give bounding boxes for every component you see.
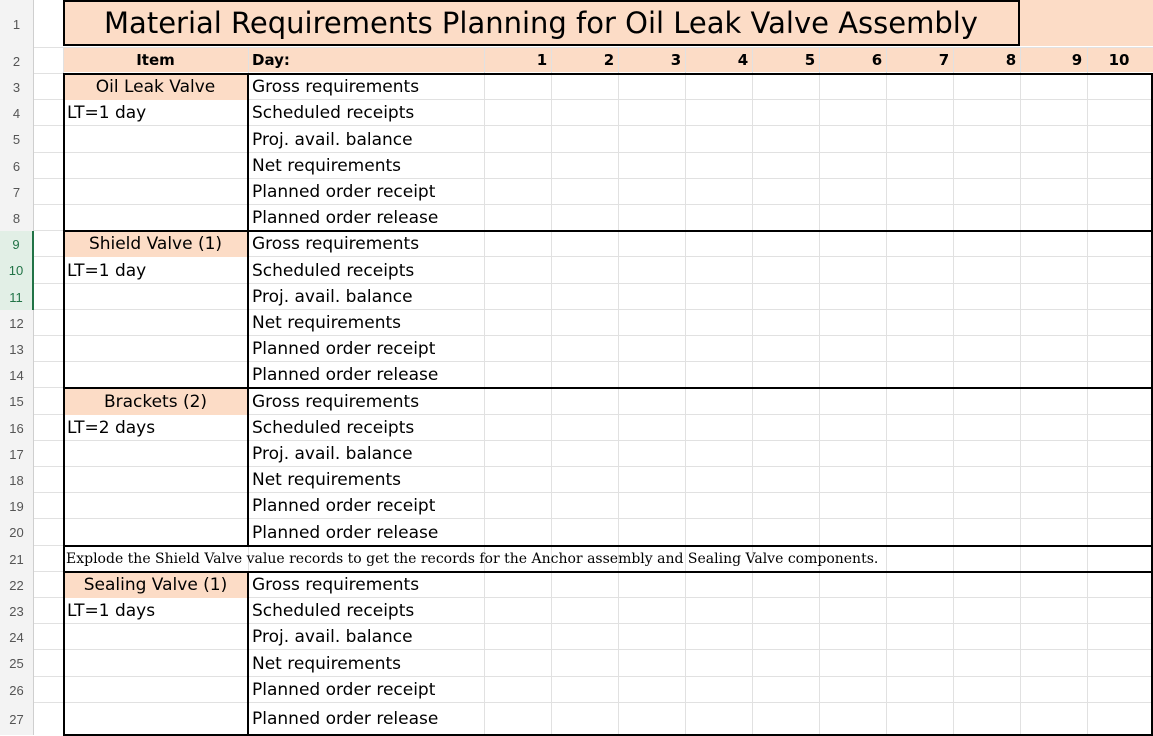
- row-header[interactable]: 24: [0, 624, 34, 650]
- row-header[interactable]: 15: [0, 388, 34, 415]
- row-header[interactable]: 14: [0, 362, 34, 388]
- block-border: [63, 231, 65, 388]
- item-name[interactable]: Oil Leak Valve: [95, 77, 216, 97]
- block-border: [63, 74, 65, 231]
- block-border: [63, 73, 1153, 75]
- row-header[interactable]: 13: [0, 336, 34, 362]
- block-border: [63, 387, 1153, 389]
- block-border: [247, 388, 249, 546]
- lead-time[interactable]: LT=1 day: [67, 260, 147, 281]
- gridline-row: [34, 518, 1153, 519]
- gridline-row: [34, 702, 1153, 703]
- gridline-row: [34, 309, 1153, 310]
- day-number: 2: [603, 51, 615, 69]
- row-label[interactable]: Planned order receipt: [252, 680, 436, 700]
- row-header[interactable]: 16: [0, 415, 34, 441]
- title-border: [1018, 0, 1020, 46]
- row-label[interactable]: Proj. avail. balance: [252, 444, 413, 464]
- block-border: [63, 388, 65, 546]
- item-name[interactable]: Shield Valve (1): [88, 234, 223, 254]
- row-header[interactable]: 23: [0, 598, 34, 624]
- row-label[interactable]: Scheduled receipts: [252, 601, 415, 621]
- row-label[interactable]: Planned order release: [252, 522, 439, 543]
- day-number: 6: [871, 51, 883, 69]
- gridline-col: [752, 48, 753, 735]
- row-header[interactable]: 1: [0, 0, 34, 48]
- row-label[interactable]: Proj. avail. balance: [252, 287, 413, 307]
- row-label[interactable]: Planned order release: [252, 208, 439, 228]
- row-label[interactable]: Gross requirements: [252, 234, 420, 254]
- title-border: [63, 44, 1020, 46]
- row-header[interactable]: 22: [0, 572, 34, 598]
- row-header[interactable]: 17: [0, 441, 34, 467]
- row-header[interactable]: 11: [0, 284, 34, 310]
- gridline-col: [886, 48, 887, 735]
- gridline-row: [34, 361, 1153, 362]
- gridline-row: [34, 649, 1153, 650]
- sheet-title: Material Requirements Planning for Oil Leak Valve Assembly: [104, 6, 978, 40]
- lead-time[interactable]: LT=2 days: [67, 418, 156, 438]
- explode-note: Explode the Shield Valve value records to get the records for the Anchor assembly and Sealing Valve components.: [66, 551, 879, 567]
- day-number: 8: [1005, 51, 1017, 69]
- row-header[interactable]: 3: [0, 74, 34, 100]
- gridline-col: [551, 48, 552, 735]
- gridline-col: [1087, 48, 1088, 735]
- item-name[interactable]: Brackets (2): [103, 391, 208, 412]
- gridline-col: [953, 48, 954, 735]
- row-label[interactable]: Planned order receipt: [252, 339, 436, 359]
- gridline-col: [819, 48, 820, 735]
- day-number: 10: [1108, 51, 1130, 69]
- gridline-row: [34, 335, 1153, 336]
- gridline-col: [618, 48, 619, 735]
- row-label[interactable]: Planned order release: [252, 709, 439, 729]
- day-header: Day:: [252, 51, 290, 69]
- day-number: 5: [804, 51, 816, 69]
- gridline-row: [34, 492, 1153, 493]
- row-header[interactable]: 6: [0, 153, 34, 179]
- gridline-col: [484, 48, 485, 735]
- row-header[interactable]: 7: [0, 179, 34, 205]
- lead-time[interactable]: LT=1 day: [67, 103, 147, 123]
- row-header[interactable]: 26: [0, 677, 34, 703]
- gridline-col: [1020, 48, 1021, 735]
- day-number: 9: [1071, 51, 1083, 69]
- gridline-col: [685, 48, 686, 735]
- row-header[interactable]: 21: [0, 546, 34, 572]
- row-label[interactable]: Scheduled receipts: [252, 418, 415, 438]
- gridline-row: [34, 204, 1153, 205]
- gridline-row: [34, 676, 1153, 677]
- row-label[interactable]: Net requirements: [252, 156, 401, 176]
- row-label[interactable]: Proj. avail. balance: [252, 129, 413, 150]
- row-label[interactable]: Gross requirements: [252, 575, 420, 595]
- row-label[interactable]: Planned order receipt: [252, 496, 436, 516]
- row-label[interactable]: Gross requirements: [252, 391, 420, 412]
- row-label[interactable]: Net requirements: [252, 470, 401, 490]
- row-label[interactable]: Net requirements: [252, 313, 401, 333]
- row-label[interactable]: Scheduled receipts: [252, 103, 415, 123]
- row-header[interactable]: 12: [0, 310, 34, 336]
- row-header[interactable]: 4: [0, 100, 34, 126]
- row-header[interactable]: 9: [0, 231, 34, 257]
- day-number: 1: [536, 51, 548, 69]
- row-label[interactable]: Gross requirements: [252, 77, 420, 97]
- row-header[interactable]: 8: [0, 205, 34, 231]
- item-name[interactable]: Sealing Valve (1): [83, 575, 228, 595]
- row-header[interactable]: 10: [0, 257, 34, 284]
- gridline-row: [34, 152, 1153, 153]
- row-header[interactable]: 18: [0, 467, 34, 493]
- row-header[interactable]: 25: [0, 650, 34, 677]
- row-label[interactable]: Scheduled receipts: [252, 260, 415, 281]
- row-label[interactable]: Proj. avail. balance: [252, 627, 413, 647]
- block-border: [247, 572, 249, 735]
- day-number: 3: [670, 51, 682, 69]
- lead-time[interactable]: LT=1 days: [67, 601, 156, 621]
- row-header[interactable]: 19: [0, 493, 34, 519]
- day-number: 4: [737, 51, 749, 69]
- row-label[interactable]: Planned order release: [252, 365, 439, 385]
- row-header[interactable]: 2: [0, 48, 34, 74]
- row-label[interactable]: Planned order receipt: [252, 182, 436, 202]
- item-header: Item: [136, 51, 175, 69]
- row-header[interactable]: 5: [0, 126, 34, 153]
- gridline-row: [34, 466, 1153, 467]
- title-border: [63, 0, 1020, 2]
- block-border: [63, 572, 65, 735]
- day-number: 7: [938, 51, 950, 69]
- title-border: [63, 0, 65, 46]
- note-border: [63, 546, 65, 572]
- block-border: [63, 230, 1153, 232]
- row-label[interactable]: Net requirements: [252, 653, 401, 674]
- row-header[interactable]: 20: [0, 519, 34, 546]
- block-border: [247, 74, 249, 231]
- gridline-row: [34, 178, 1153, 179]
- block-border: [247, 231, 249, 388]
- row-header[interactable]: 27: [0, 703, 34, 735]
